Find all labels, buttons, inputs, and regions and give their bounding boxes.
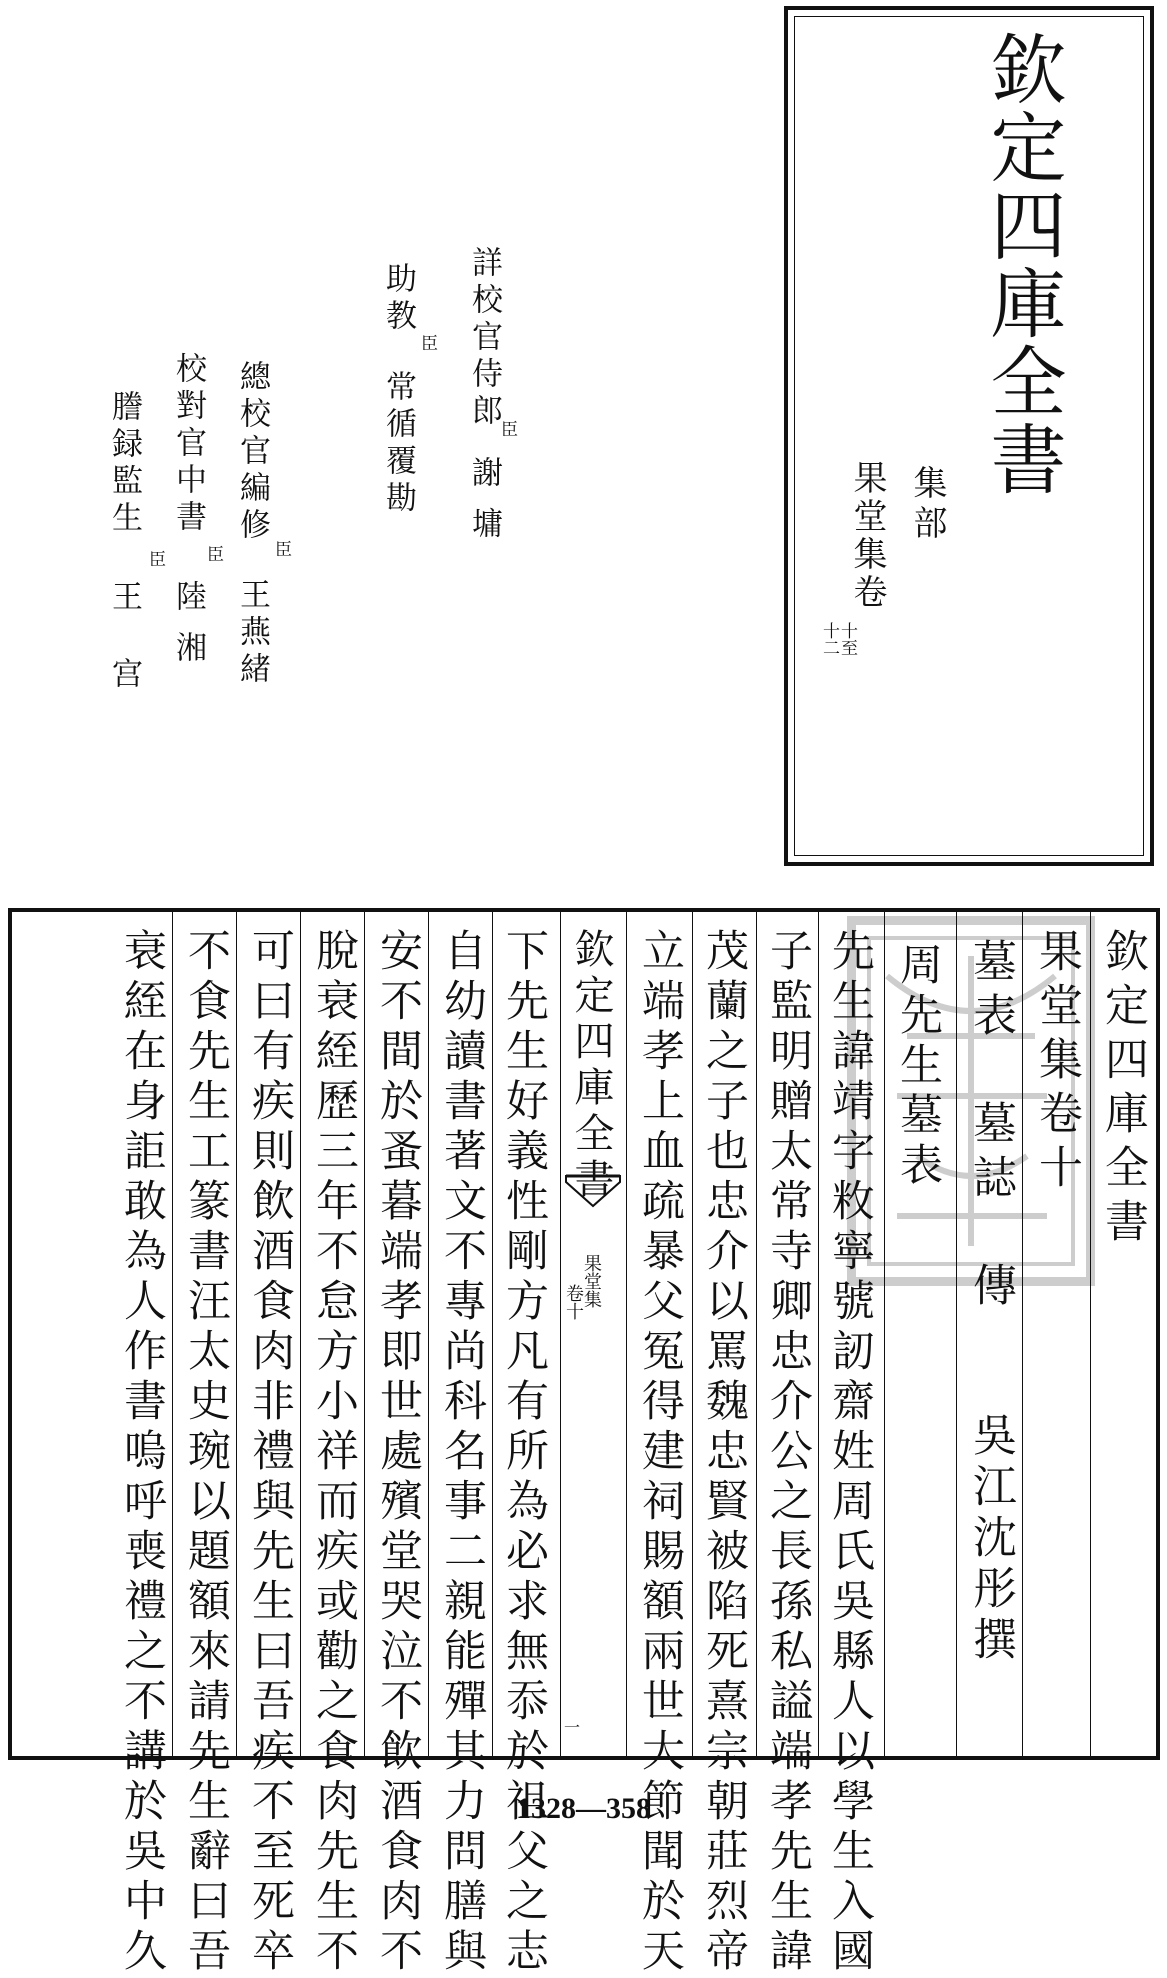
column-rule [428, 912, 429, 1756]
staff-title-4: 校對官中書 [170, 352, 206, 537]
author-line: 吳江沈彤撰 [965, 1412, 1016, 1667]
column-rule [560, 912, 561, 1756]
staff-name-3: 王燕緒 [234, 578, 270, 689]
column-rule [818, 912, 819, 1756]
text-column-9: 可曰有疾則飲酒食肉非禮與先生曰吾疾不至死卒 [245, 928, 295, 1978]
genre-heading: 墓表 墓誌 傳 [965, 938, 1016, 1316]
book-volume-title: 果堂集卷十 [1031, 928, 1082, 1198]
center-strip-title: 欽定四庫全書 [568, 928, 614, 1204]
column-rule [492, 912, 493, 1756]
text-column-6: 自幼讀書著文不專尚科名事二親能殫其力問膳與 [437, 928, 487, 1978]
column-rule [692, 912, 693, 1756]
staff-title-1: 詳校官侍郎 [466, 246, 502, 431]
column-rule [172, 912, 173, 1756]
staff-chen-2: 臣 [417, 334, 437, 351]
volume-label: 果堂集卷 [847, 460, 887, 612]
volume-range [818, 622, 858, 668]
text-column-11: 衰絰在身詎敢為人作書嗚呼喪禮之不講於吳中久 [117, 928, 167, 1978]
staff-name-1: 謝墉 [466, 456, 502, 558]
page-header: 欽定四庫全書 [1097, 928, 1148, 1252]
text-column-4: 立端孝上血疏暴父冤得建祠賜額兩世大節聞於天 [635, 928, 685, 1978]
staff-chen-1: 臣 [497, 420, 517, 437]
column-rule [236, 912, 237, 1756]
center-strip-page: 一 [564, 1718, 581, 1737]
column-rule [1090, 912, 1091, 1756]
text-column-3: 茂蘭之子也忠介以罵魏忠賢被陷死熹宗朝莊烈帝 [699, 928, 749, 1978]
volume-range-end: 十二 [819, 622, 839, 656]
text-column-1: 先生諱靖字敉寧號訒齋姓周氏吳縣人以學生入國 [825, 928, 875, 1978]
staff-title-2: 助教 [380, 262, 416, 336]
fishtail-mark [564, 1172, 622, 1212]
center-strip-book: 果堂集 [581, 1254, 602, 1308]
title-slip [784, 6, 1154, 866]
staff-title-3: 總校官編修 [234, 360, 270, 545]
staff-chen-4: 臣 [203, 545, 223, 562]
staff-name-4: 陸湘 [170, 580, 206, 682]
column-rule [626, 912, 627, 1756]
staff-chen-5: 臣 [145, 550, 165, 567]
column-rule [956, 912, 957, 1756]
column-rule [300, 912, 301, 1756]
center-strip [560, 912, 626, 1756]
staff-chen-3: 臣 [271, 540, 291, 557]
staff-name-5: 王宫 [106, 580, 142, 734]
main-title: 欽定四庫全書 [978, 30, 1067, 498]
text-column-5: 下先生好義性剛方凡有所為必求無忝於祖父之志 [499, 928, 549, 1978]
staff-title-5: 謄録監生 [106, 390, 142, 538]
text-column-7: 安不間於蚤暮端孝即世處殯堂哭泣不飲酒食肉不 [373, 928, 423, 1978]
column-rule [756, 912, 757, 1756]
text-column-2: 子監明贈太常寺卿忠介公之長孫私謚端孝先生諱 [763, 928, 813, 1978]
staff-name-2: 常循覆勘 [380, 370, 416, 518]
volume-range-start: 十至 [837, 622, 857, 656]
column-rule [884, 912, 885, 1756]
text-column-10: 不食先生工篆書汪太史琬以題額來請先生辭曰吾 [181, 928, 231, 1978]
text-column-8: 脫衰絰歷三年不怠方小祥而疾或勸之食肉先生不 [309, 928, 359, 1978]
column-rule [1022, 912, 1023, 1756]
essay-title: 周先生墓表 [893, 942, 943, 1192]
section-label: 集部 [907, 465, 947, 545]
center-strip-volume: 卷十 [563, 1284, 584, 1320]
column-rule [364, 912, 365, 1756]
title-slip-inner-border [794, 16, 1144, 856]
page-number: 1328—358 [516, 1792, 651, 1825]
